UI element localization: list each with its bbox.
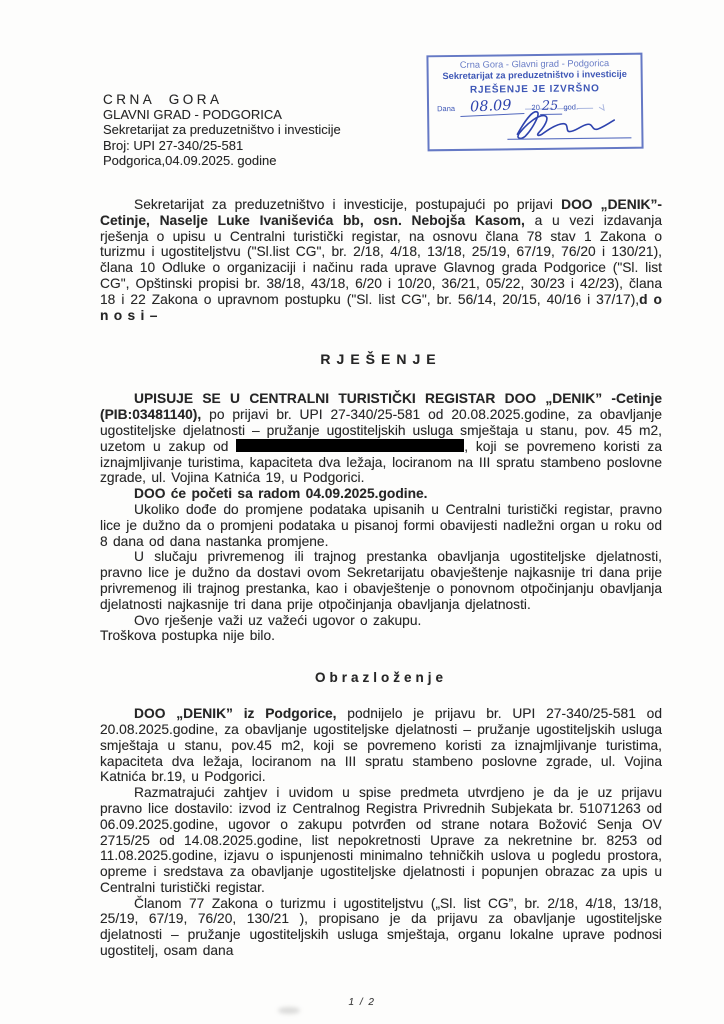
stamp-status-line: RJEŠENJE JE IZVRŠNO [469, 82, 600, 96]
stamp-handwritten-year: 25 [540, 99, 563, 114]
letterhead-case-number: Broj: UPI 27-340/25-581 [103, 137, 244, 153]
explanation-title: Obrazloženje [314, 670, 448, 686]
letterhead-country: CRNA GORA [103, 92, 223, 107]
scan-smudge [278, 1007, 300, 1014]
explanation-paragraph-1: DOO „DENIK” iz Podgorice, podnijelo je prijavu br. UPI 27-340/25-581 od 20.08.2025.godine, za obavljanje ugostiteljske djelatnosti – pružanje ugostiteljskih usluga smještaja u stanu, pov.45 m2, koji se povremeno koristi za iznajmljivanje turistima, kapaciteta dva ležaja, lociranom na III spratu stambeno poslovne zgrade, ul. Vojina Katnića br.19, u Podgorici. [100, 706, 662, 785]
stamp-year-prefix: 20 [531, 102, 540, 112]
letterhead-department: Sekretarijat za preduzetništvo i investicije [103, 122, 341, 138]
decision-paragraph-3: Ukoliko dođe do promjene podataka upisanih u Centralni turistički registar, pravno lice je dužno da o promjeni podataka u pisanoj formi obavijesti nadležni organ u roku od 8 dana od dana nastanka promjene. [100, 501, 662, 549]
stamp-year-suffix: god. [563, 101, 579, 112]
decision-title: RJEŠENJE [320, 351, 442, 368]
stamp-authority-line: Crna Gora - Glavni grad - Podgorica [459, 58, 610, 70]
redaction-bar [236, 439, 464, 452]
decision-paragraph-4: U slučaju privremenog ili trajnog prestanka obavljanja ugostiteljske djelatnosti, pravno lice je dužno da dostavi ovom Sekretarijatu obavještenje najkasnije tri dana prije privremenog ili trajnog prestanka, kao i obavještenje o ponovnom otpočinjanju obavljanja djelatnosti najkasnije tri dana prije otpočinjanja obavljanja djelatnosti. [100, 549, 662, 612]
decision-paragraph-5: Ovo rješenje važi uz važeći ugovor o zakupu. [134, 612, 422, 628]
letterhead [103, 92, 341, 168]
stamp-handwritten-date: 08.09 [460, 98, 524, 117]
document-body [100, 197, 662, 959]
letterhead-city: GLAVNI GRAD - PODGORICA [103, 107, 282, 123]
execution-stamp [426, 53, 643, 152]
signature-icon [487, 99, 638, 143]
explanation-paragraph-3: Članom 77 Zakona o turizmu i ugostiteljstvu („Sl. list CG”, br. 2/18, 4/18, 13/18, 25/19, 67/19, 76/20, 130/21 ), propisano je da prijavu za obavljanje ugostiteljske djelatnosti – pružanje ugostiteljskih usluga smještaja, organu lokalne uprave podnosi ugostitelj, osam dana [100, 895, 662, 959]
decision-paragraph-1: UPISUJE SE U CENTRALNI TURISTIČKI REGISTAR DOO „DENIK” -Cetinje (PIB:03481140), po prijavi br. UPI 27-340/25-581 od 20.08.2025.godine, za obavljanje ugostiteljske djelatnosti – pružanje ugostiteljskih usluga smještaja u stanu, pov. 45 m2, uzetom u zakup od , koji se povremeno koristi za iznajmljivanje turistima, kapaciteta dva ležaja, lociranom na III spratu stambeno poslovne zgrade, ul. Vojina Katnića 19, u Podgorici. [100, 391, 662, 486]
explanation-paragraph-2: Razmatrajući zahtjev i uvidom u spise predmeta utvrdjeno je da je uz prijavu pravno lice dostavilo: izvod iz Centralnog Registra Privrednih Subjekata br. 51071263 od 06.09.2025.godine, ugovor o zakupu potvrđen od strane notara Božović Senja OV 2715/25 od 14.08.2025.godine, list nepokretnosti Uprave za nekretnine br. 8253 od 11.08.2025.godine, izjavu o ispunjenosti minimalno tehničkih uslova u pogledu prostora, opreme i sredstava za obavljanje ugostiteljske djelatnosti i popunjen obrazac za upis u Centralni turistički registar. [100, 785, 662, 895]
stamp-signature [487, 99, 638, 148]
stamp-date-label: Dana [437, 103, 456, 113]
decision-paragraph-6: Troškova postupka nije bilo. [100, 628, 276, 644]
intro-paragraph: Sekretarijat za preduzetništvo i investicije, postupajući po prijavi DOO „DENIK”- Cetinje, Naselje Luke Ivaniševića bb, osn. Nebojša Kasom, a u vezi izdavanja rješenja o upisu u Centralni turistički registar, na osnovu člana 78 stav 1 Zakona o turizmu i ugostiteljstvu ("Sl.list CG", br. 2/18, 4/18, 13/18, 25/19, 67/19, 76/20 i 130/21), člana 10 Odluke o organizaciji i načinu rada uprave Glavnog grada Podgorice ("Sl. list CG", Opštinski propisi br. 38/18, 43/18, 6/20 i 10/20, 36/21, 05/22, 30/23 i 42/23), člana 18 i 22 Zakona o upravnom postupku ("Sl. list CG", br. 56/14, 20/15, 40/16 i 37/17),d o n o s i – [100, 197, 662, 323]
decision-paragraph-2: DOO će početi sa radom 04.09.2025.godine. [134, 486, 428, 502]
letterhead-place-date: Podgorica,04.09.2025. godine [103, 152, 277, 168]
page-number: 1 / 2 [348, 997, 376, 1008]
stamp-department-line: Sekretarijat za preduzetništvo i investicije [442, 68, 627, 82]
